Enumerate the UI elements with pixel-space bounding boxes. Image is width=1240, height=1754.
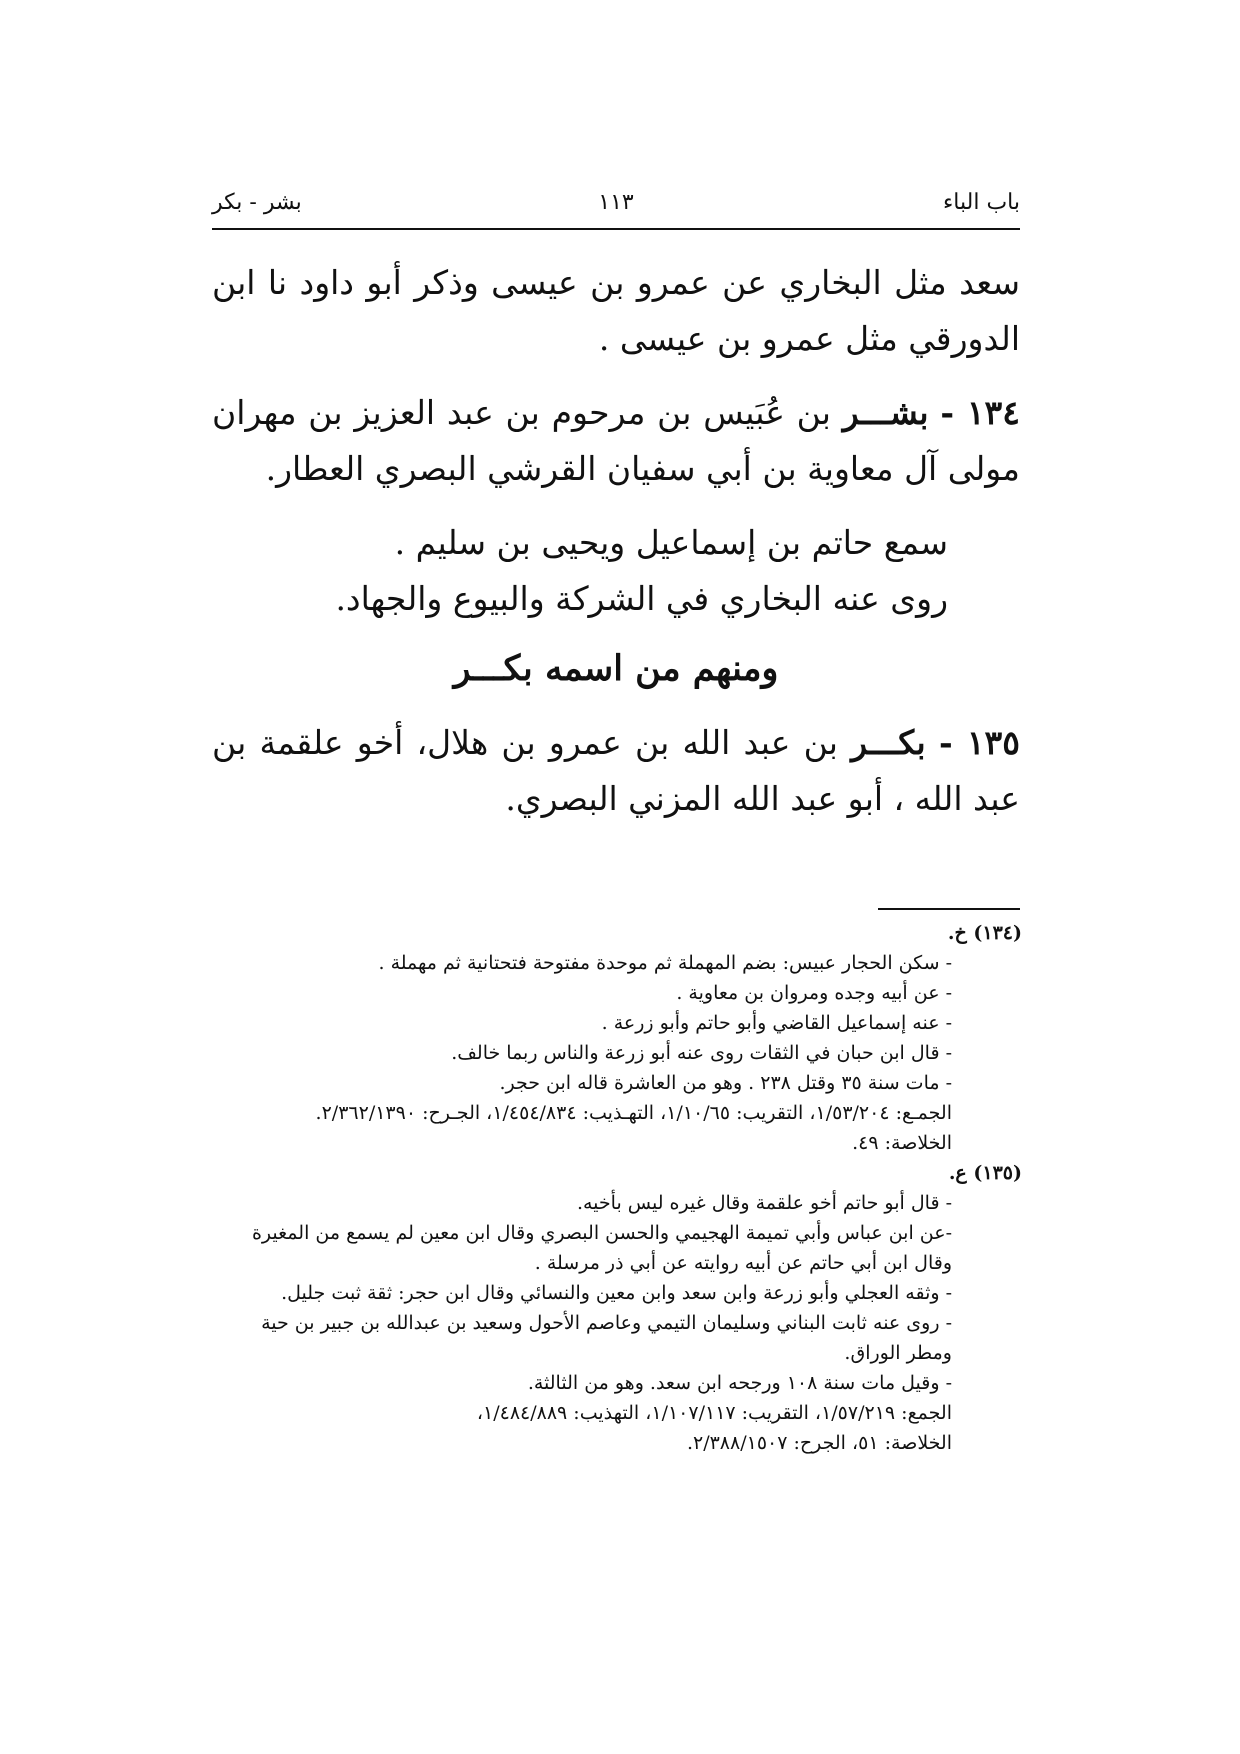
narrated-by-line: روى عنه البخاري في الشركة والبيوع والجهاد. [335,579,948,618]
note-line: - عنه إسماعيل القاضي وأبو حاتم وأبو زرعة . [601,1012,952,1034]
continuation-paragraph: سعد مثل البخاري عن عمرو بن عيسى وذكر أبو داود نا ابن الدورقي مثل عمرو بن عيسى . [212,263,1020,358]
running-title: بشر - بكر [212,190,302,215]
heard-from-line: سمع حاتم بن إسماعيل ويحيى بن سليم . [394,523,948,562]
entry-text: بن عبد الله بن عمرو بن هلال، أخو علقمة بن عبد الله ، أبو عبد الله المزني البصري. [212,723,1020,818]
note-line: - مات سنة ٣٥ وقتل ٢٣٨ . وهو من العاشرة قاله ابن حجر. [499,1072,952,1094]
note-134-head: (١٣٤) خ. [947,922,1022,944]
note-line: - وقيل مات سنة ١٠٨ ورجحه ابن سعد. وهو من الثالثة. [527,1372,952,1394]
note-line: - قال أبو حاتم أخو علقمة وقال غيره ليس بأخيه. [576,1192,952,1214]
main-text [212,255,1020,827]
note-line: -عن ابن عباس وأبي تميمة الهجيمي والحسن البصري وقال ابن معين لم يسمع من المغيرة وقال ابن أبي حاتم عن أبيه روايته عن أبي ذر مرسلة . [251,1222,952,1274]
entry-text: بن عُبَيس بن مرحوم بن عبد العزيز بن مهران مولى آل معاوية بن أبي سفيان القرشي البصري العطار. [212,393,1020,488]
note-references: الخلاصة: ٥١، الجرح: ٢/٣٨٨/١٥٠٧. [686,1432,952,1454]
note-line: - قال ابن حبان في الثقات روى عنه أبو زرعة والناس ربما خالف. [451,1042,952,1064]
note-line: - عن أبيه وجده ومروان بن معاوية . [676,982,952,1004]
entry-number: ١٣٥ - [938,723,1020,762]
entry-name: بشـــر [842,393,929,432]
page-header [212,190,1020,230]
chapter-title: باب الباء [942,190,1020,215]
entry-134 [212,385,1020,497]
section-heading: ومنهم من اسمه بكـــر [453,648,779,689]
footnote-separator [878,908,1020,910]
note-line: - وثقه العجلي وأبو زرعة وابن سعد وابن معين والنسائي وقال ابن حجر: ثقة ثبت جليل. [281,1282,952,1304]
note-line: - روى عنه ثابت البناني وسليمان التيمي وعاصم الأحول وسعيد بن عبدالله بن جبير بن حية ومطر الوراق. [261,1312,952,1364]
note-references: الجمع: ١/٥٧/٢١٩، التقريب: ١/١٠٧/١١٧، التهذيب: ١/٤٨٤/٨٨٩، [476,1402,952,1424]
page-number: ١١٣ [598,190,634,215]
entry-number: ١٣٤ - [940,393,1020,432]
note-references: الخلاصة: ٤٩. [852,1132,952,1154]
entry-name: بكـــر [851,723,926,762]
footnotes [222,918,1022,1458]
note-references: الجمـع: ١/٥٣/٢٠٤، التقريب: ١/١٠/٦٥، التهـذيب: ١/٤٥٤/٨٣٤، الجـرح: ٢/٣٦٢/١٣٩٠. [315,1102,952,1124]
note-line: - سكن الحجار عبيس: بضم المهملة ثم موحدة مفتوحة فتحتانية ثم مهملة . [378,952,952,974]
entry-135 [212,715,1020,827]
note-135-head: (١٣٥) ع. [948,1162,1022,1184]
